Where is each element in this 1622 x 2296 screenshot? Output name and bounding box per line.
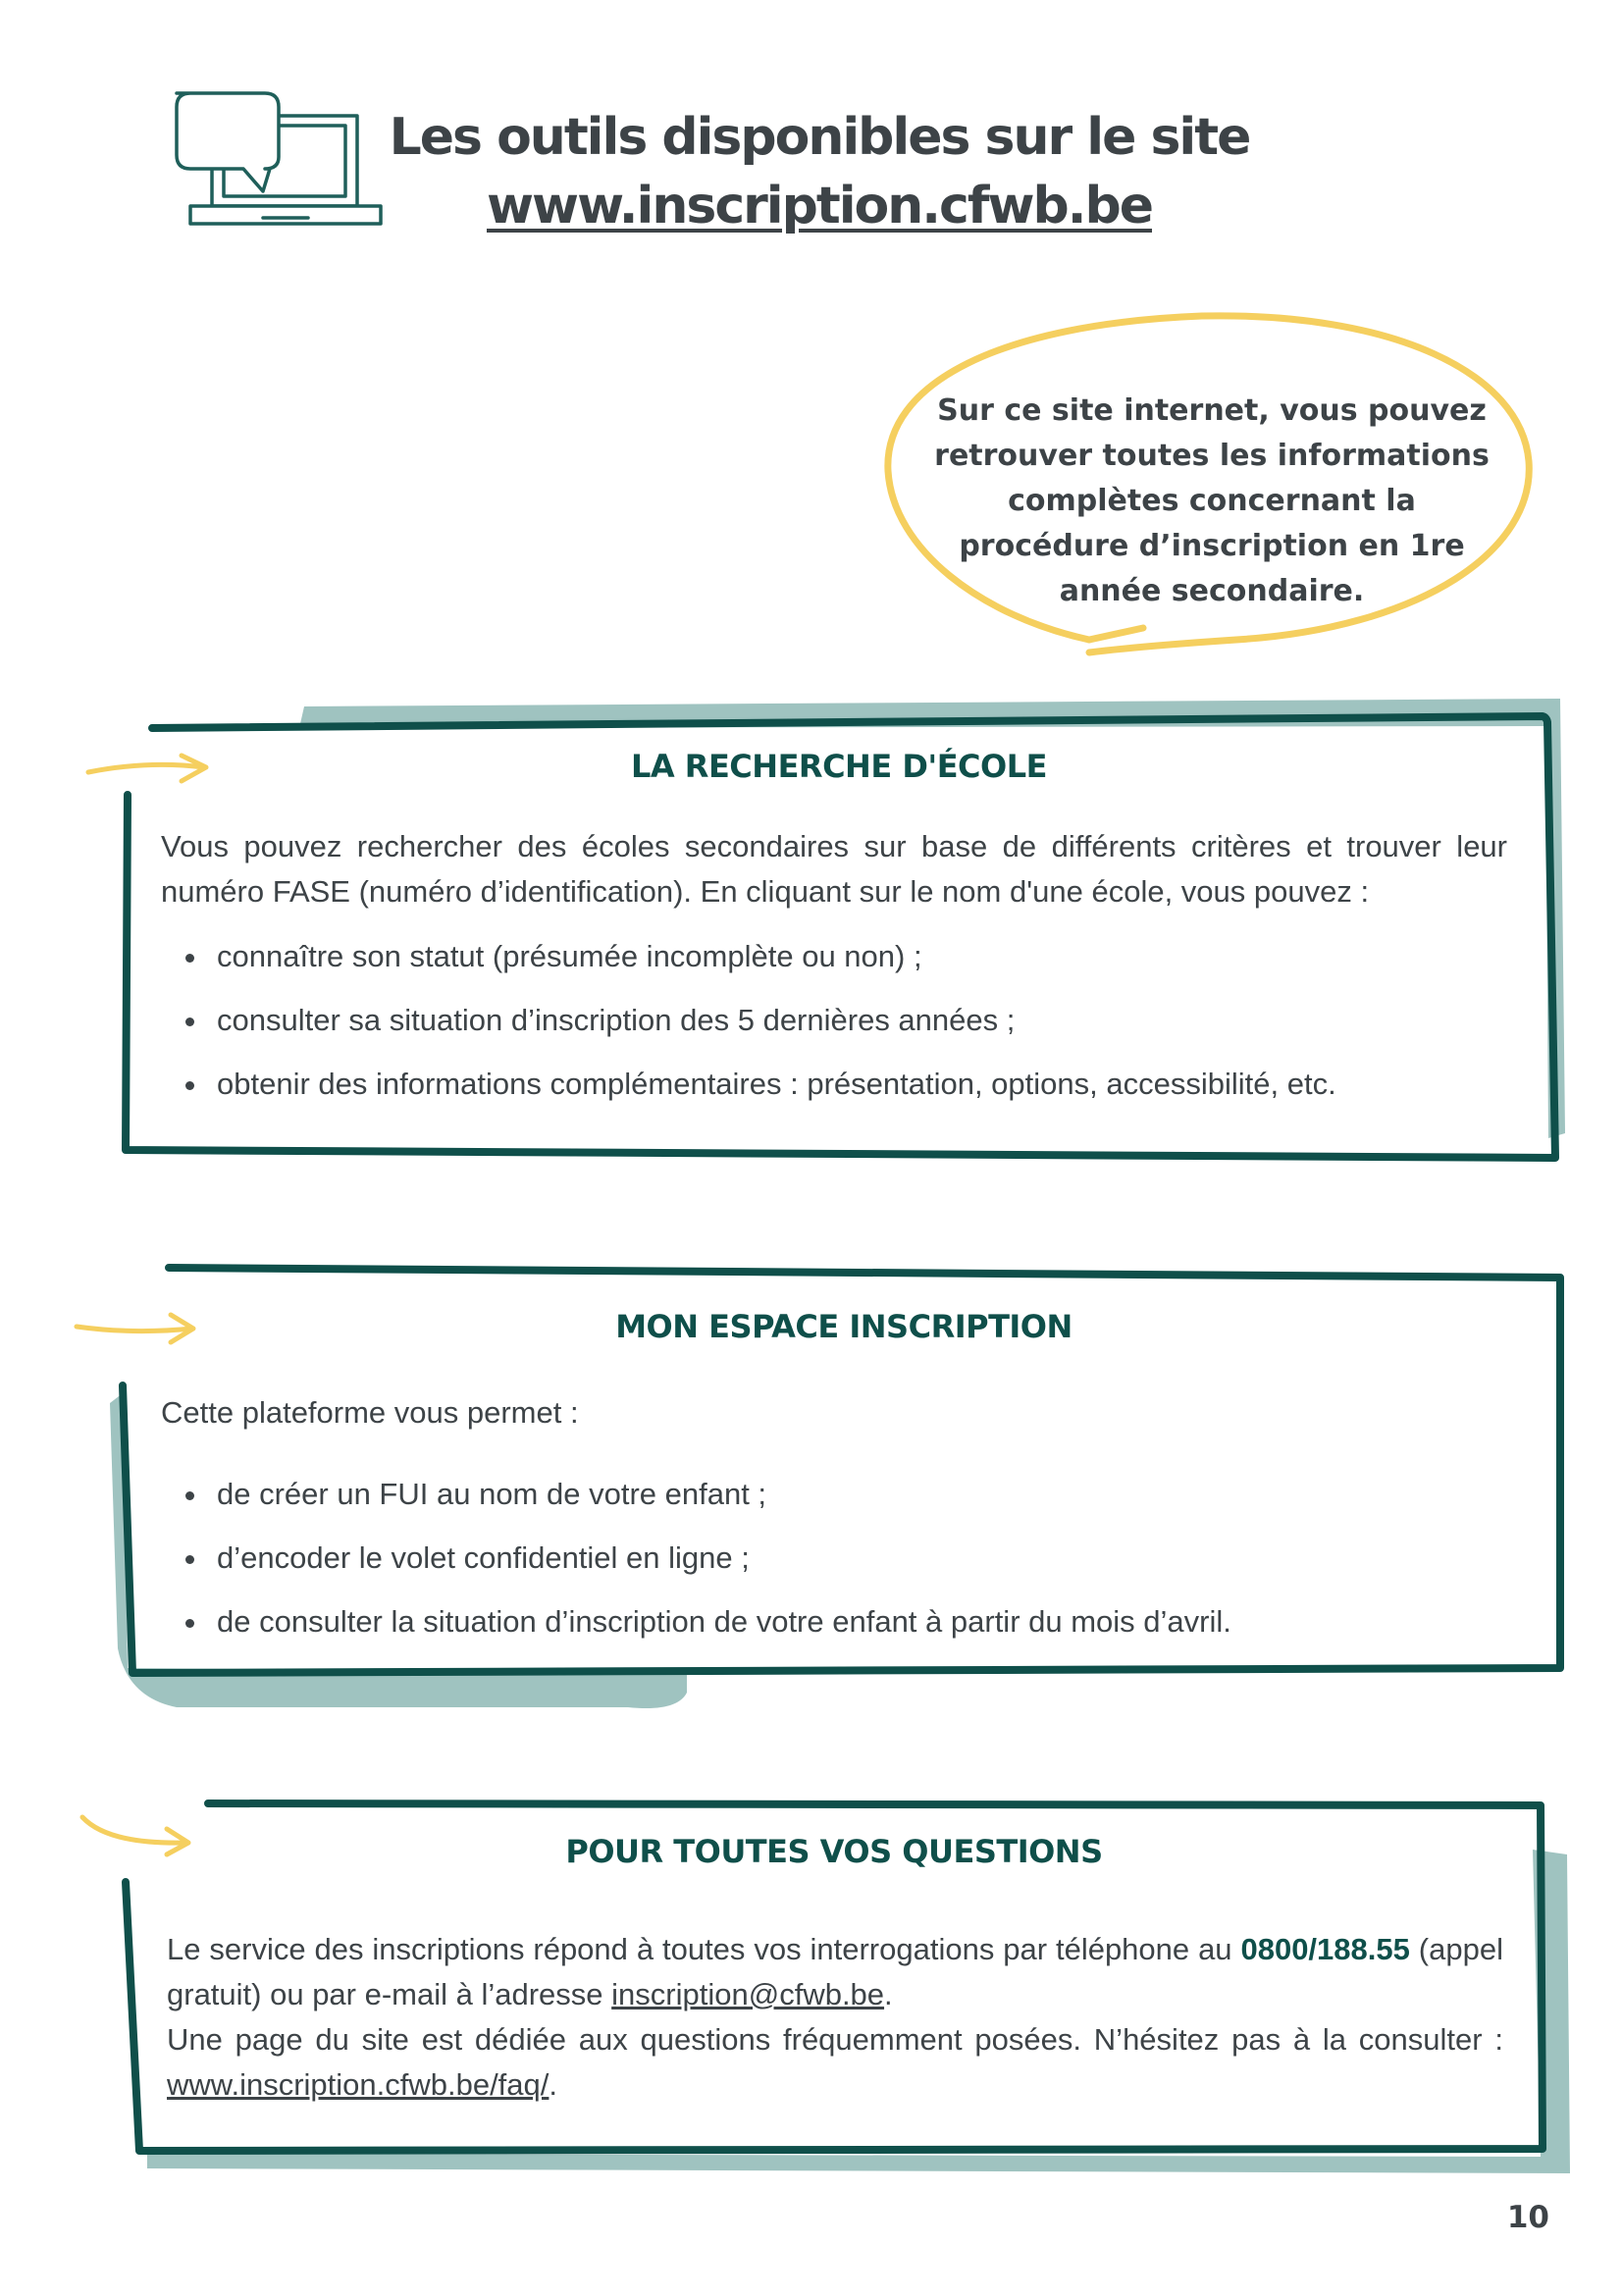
- bubble-text: Sur ce site internet, vous pouvez retrouver toutes les informations complètes concernant la procédure d’inscription en 1re année secondaire.: [934, 393, 1490, 608]
- laptop-chat-icon: [177, 93, 381, 224]
- list-item: de consulter la situation d’inscription de votre enfant à partir du mois d’avril.: [162, 1605, 1516, 1639]
- section-1-bullets: [162, 940, 1516, 1101]
- speech-bubble-tail: [1089, 628, 1143, 640]
- list-item: d’encoder le volet confidentiel en ligne ;: [162, 1541, 1516, 1575]
- page-title: [388, 103, 1251, 240]
- page-number: 10: [1506, 2200, 1549, 2235]
- faq-text: Une page du site est dédiée aux questions fréquemment posées. N’hésitez pas à la consulter :: [167, 2022, 1503, 2057]
- section-2-intro: Cette plateforme vous permet :: [161, 1395, 579, 1430]
- section-3-paragraph-1: [167, 1927, 1503, 2017]
- list-item: de créer un FUI au nom de votre enfant ;: [162, 1478, 1516, 1511]
- email-link[interactable]: inscription@cfwb.be: [611, 1977, 885, 2011]
- section-1-intro: Vous pouvez rechercher des écoles secondaires sur base de différents critères et trouver leur numéro FASE (numéro d’identification). En cliquant sur le nom d'une école, vous pouvez :: [161, 829, 1507, 909]
- site-link[interactable]: www.inscription.cfwb.be: [487, 177, 1152, 235]
- punctuation: .: [884, 1977, 893, 2011]
- faq-link[interactable]: www.inscription.cfwb.be/faq/: [167, 2067, 549, 2102]
- section-heading-my-space: MON ESPACE INSCRIPTION: [615, 1308, 1073, 1345]
- section-heading-questions: POUR TOUTES VOS QUESTIONS: [565, 1833, 1103, 1870]
- section-2-bullets: [162, 1478, 1516, 1639]
- phone-number[interactable]: 0800/188.55: [1240, 1932, 1410, 1966]
- list-item: obtenir des informations complémentaires : présentation, options, accessibilité, etc.: [162, 1068, 1516, 1101]
- contact-text: Le service des inscriptions répond à toutes vos interrogations par téléphone au: [167, 1932, 1232, 1966]
- list-item: connaître son statut (présumée incomplète ou non) ;: [162, 940, 1516, 973]
- title-line-1: Les outils disponibles sur le site: [389, 108, 1250, 167]
- section-3-paragraph-2: [167, 2017, 1503, 2108]
- list-item: consulter sa situation d’inscription des 5 dernières années ;: [162, 1004, 1516, 1037]
- section-heading-school-search: LA RECHERCHE D'ÉCOLE: [631, 748, 1047, 785]
- contact-text-2: (appel gratuit) ou par e-mail à l’adresse: [167, 1932, 1503, 2011]
- punctuation: .: [549, 2067, 558, 2102]
